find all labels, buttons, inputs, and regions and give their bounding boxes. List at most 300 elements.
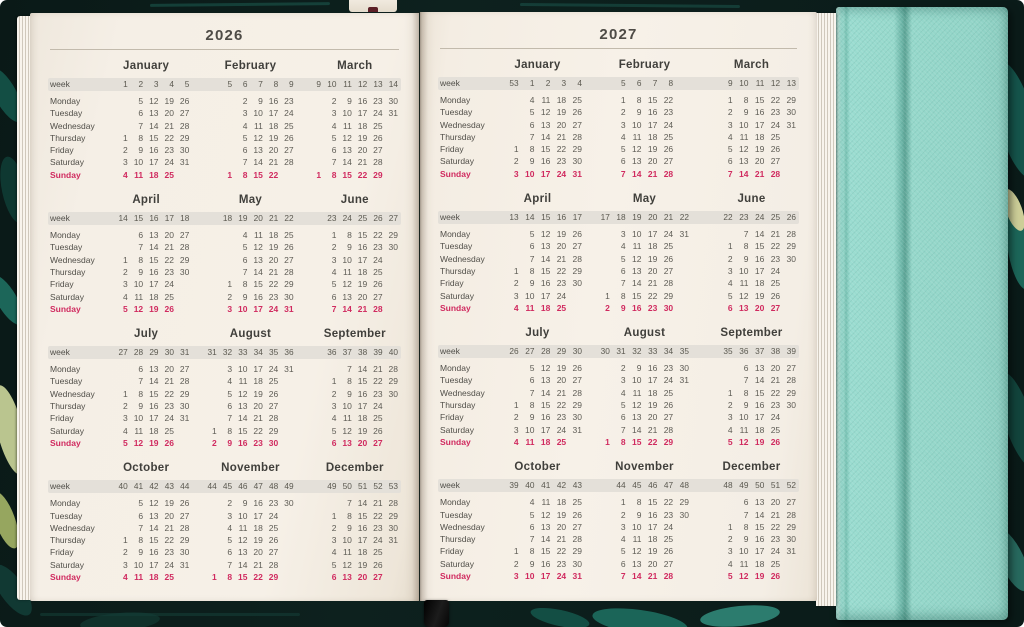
week-number-cell: 2 (545, 78, 551, 88)
day-cell: 4 (529, 497, 535, 508)
day-cell (676, 411, 692, 423)
day-cell: 27 (373, 145, 383, 156)
day-row (48, 241, 401, 253)
day-cell: 8 (138, 132, 144, 143)
day-cell (676, 143, 692, 155)
day-cell (220, 144, 235, 156)
day-cell: 30 (388, 242, 398, 253)
week-number-cell: 36 (739, 346, 749, 357)
day-row (48, 522, 401, 534)
day-cell: 25 (663, 534, 674, 545)
week-number-cell: 4 (577, 78, 582, 88)
day-cell: 25 (164, 169, 174, 180)
day-cell: 21 (164, 242, 174, 253)
day-cell: 10 (525, 424, 535, 435)
page-edge-stack-right (816, 13, 836, 606)
day-cell: 28 (786, 229, 796, 240)
month-day-numbers (204, 229, 296, 241)
day-cell: 19 (149, 303, 159, 314)
month-day-numbers (100, 107, 192, 119)
day-cell: 2 (331, 96, 337, 106)
month-day-numbers (100, 571, 192, 583)
day-cell (177, 291, 192, 303)
day-cell: 24 (556, 571, 567, 582)
day-cell: 30 (679, 363, 689, 374)
day-cell: 16 (754, 534, 765, 545)
day-cell: 4 (620, 534, 626, 545)
day-cell (506, 387, 522, 399)
weekday-label: Sunday (50, 303, 81, 314)
day-cell (204, 522, 219, 534)
day-cell: 20 (770, 363, 781, 374)
day-cell: 22 (556, 400, 567, 411)
day-cell: 18 (556, 95, 567, 105)
day-cell: 24 (373, 108, 383, 119)
day-cell: 11 (541, 497, 551, 508)
day-cell: 31 (284, 303, 294, 314)
day-cell: 15 (253, 169, 263, 180)
week-number-cell: 24 (755, 212, 765, 223)
quarter-row (438, 58, 799, 180)
month-day-numbers (490, 155, 585, 167)
month-day-numbers (100, 546, 192, 558)
month-day-numbers (309, 546, 401, 558)
day-cell (386, 437, 401, 449)
day-cell: 30 (179, 145, 190, 156)
weekday-label: Sunday (50, 437, 81, 448)
day-cell (704, 106, 720, 118)
day-cell (676, 399, 692, 411)
week-label: week (440, 480, 460, 491)
week-number-cell: 31 (616, 346, 626, 357)
month-title: July (525, 327, 550, 340)
day-row (438, 302, 799, 314)
day-cell: 4 (727, 558, 733, 569)
month-day-numbers (100, 388, 192, 400)
day-cell (676, 436, 692, 448)
day-cell (569, 302, 585, 314)
month-week-numbers (597, 77, 692, 90)
month-day-numbers (100, 412, 192, 424)
day-cell: 28 (373, 157, 383, 168)
day-cell: 7 (347, 364, 352, 375)
day-cell: 8 (743, 241, 749, 252)
day-cell: 31 (179, 413, 190, 424)
day-cell: 7 (227, 413, 233, 424)
month-day-numbers (204, 497, 296, 509)
month-day-numbers (704, 228, 799, 240)
day-cell: 18 (268, 120, 279, 131)
week-number-cell: 40 (118, 481, 128, 492)
day-cell (506, 533, 522, 545)
day-cell (204, 534, 219, 546)
day-cell: 27 (373, 291, 383, 302)
day-cell (100, 497, 115, 509)
weekday-label: Wednesday (440, 119, 485, 130)
day-cell: 5 (529, 107, 535, 118)
day-cell: 17 (540, 571, 551, 582)
weekday-label: Friday (50, 145, 74, 156)
day-cell: 29 (179, 254, 190, 265)
day-cell: 4 (123, 425, 128, 436)
weekday-label: Sunday (50, 572, 81, 583)
day-cell: 31 (786, 119, 796, 130)
day-cell: 15 (238, 572, 248, 583)
day-cell: 22 (373, 230, 383, 241)
day-cell: 11 (541, 95, 551, 105)
day-cell: 15 (149, 132, 159, 143)
month-day-numbers (100, 132, 192, 144)
day-cell: 14 (149, 522, 159, 533)
month-day-numbers (100, 266, 192, 278)
day-cell (100, 522, 115, 534)
day-cell: 1 (727, 95, 733, 105)
day-cell: 7 (347, 498, 352, 509)
day-cell (309, 510, 324, 522)
weekday-label: Saturday (50, 291, 85, 302)
day-row (48, 266, 401, 278)
month-week-numbers (490, 345, 585, 358)
month-week-numbers (597, 345, 692, 358)
day-row (48, 132, 401, 144)
week-number-cell: 50 (755, 480, 765, 491)
day-row (438, 119, 799, 131)
day-cell: 26 (572, 509, 582, 520)
day-cell: 14 (754, 509, 765, 520)
day-cell: 14 (253, 266, 263, 277)
week-number-cell: 3 (153, 79, 159, 89)
day-cell (704, 570, 720, 582)
week-number-cell: 40 (525, 480, 535, 491)
day-cell: 26 (663, 546, 674, 557)
day-cell: 21 (268, 266, 279, 277)
day-cell: 24 (663, 119, 674, 130)
day-cell: 29 (572, 265, 582, 276)
weekday-label: Thursday (440, 131, 476, 142)
day-cell: 26 (373, 559, 383, 570)
month-title: June (340, 194, 369, 207)
day-cell (506, 94, 522, 106)
day-cell: 12 (238, 388, 248, 399)
day-cell: 9 (636, 509, 642, 520)
day-cell: 11 (238, 376, 248, 387)
day-cell: 24 (556, 290, 567, 301)
day-cell: 10 (342, 535, 352, 546)
day-cell: 19 (647, 253, 658, 264)
day-cell: 25 (663, 131, 674, 142)
day-cell (569, 436, 585, 448)
month-day-numbers (309, 437, 401, 449)
day-cell: 21 (253, 413, 263, 424)
week-number-cell: 43 (572, 480, 582, 491)
day-cell (704, 119, 720, 131)
day-cell (783, 265, 799, 277)
weekday-label: Sunday (50, 169, 81, 180)
day-cell (309, 388, 324, 400)
day-cell: 24 (268, 364, 279, 375)
day-cell: 20 (754, 302, 765, 313)
day-cell: 5 (620, 546, 626, 557)
day-cell: 27 (663, 412, 674, 423)
day-row (438, 106, 799, 118)
day-cell: 30 (284, 498, 294, 509)
week-number-cell: 22 (284, 213, 294, 224)
day-cell: 25 (556, 302, 567, 313)
day-cell: 11 (343, 266, 352, 277)
day-cell: 3 (331, 254, 337, 265)
day-cell: 7 (138, 376, 144, 387)
day-cell (676, 119, 692, 131)
day-cell: 24 (373, 254, 383, 265)
day-cell: 2 (513, 156, 519, 167)
day-cell (386, 571, 401, 583)
day-cell (704, 374, 720, 386)
day-cell (177, 571, 192, 583)
day-cell: 4 (727, 278, 733, 289)
day-cell: 13 (149, 230, 159, 241)
day-cell: 6 (529, 375, 535, 386)
day-cell: 31 (179, 157, 190, 168)
month-day-numbers (309, 95, 401, 107)
week-number-cell: 21 (663, 212, 674, 223)
day-cell: 26 (373, 425, 383, 436)
month-day-numbers (100, 375, 192, 387)
year-title-rule (440, 48, 797, 49)
day-cell: 1 (513, 400, 519, 411)
day-cell: 10 (739, 546, 749, 557)
day-cell: 5 (727, 436, 733, 447)
day-cell: 2 (513, 558, 519, 569)
month-title: July (134, 328, 159, 341)
day-cell: 4 (513, 436, 519, 447)
week-number-cell: 36 (327, 347, 337, 358)
week-number-cell: 15 (541, 212, 551, 223)
day-cell: 3 (727, 546, 733, 557)
day-cell (100, 229, 115, 241)
day-cell (281, 375, 296, 387)
day-cell: 6 (138, 108, 144, 119)
day-row (438, 521, 799, 533)
week-label: week (440, 212, 460, 223)
day-cell: 17 (149, 279, 159, 290)
day-cell: 22 (253, 425, 263, 436)
day-cell: 22 (770, 241, 781, 252)
day-cell: 2 (242, 96, 248, 106)
day-cell: 20 (253, 401, 263, 412)
day-row (438, 253, 799, 265)
day-cell: 20 (556, 375, 567, 386)
day-cell: 3 (123, 279, 128, 290)
day-cell: 18 (754, 131, 765, 142)
day-cell (490, 94, 506, 106)
month-week-numbers (490, 77, 585, 90)
week-number-cell: 9 (316, 79, 322, 89)
day-cell: 8 (636, 95, 642, 105)
day-cell (309, 559, 324, 571)
page-edge-stack-left (17, 16, 30, 600)
day-cell: 12 (342, 132, 352, 143)
day-cell: 22 (164, 254, 174, 265)
day-cell: 25 (556, 436, 567, 447)
day-cell (309, 363, 324, 375)
day-cell: 2 (620, 107, 626, 118)
day-cell: 21 (253, 559, 263, 570)
month-day-numbers (490, 302, 585, 314)
month-week-numbers (309, 480, 401, 493)
month-day-numbers (597, 533, 692, 545)
day-cell: 9 (529, 558, 535, 569)
day-cell (490, 290, 506, 302)
day-cell: 30 (786, 534, 796, 545)
month-day-numbers (597, 143, 692, 155)
day-cell (100, 107, 115, 119)
day-cell: 24 (164, 559, 174, 570)
day-cell: 26 (663, 253, 674, 264)
day-row (438, 424, 799, 436)
month-day-numbers (309, 132, 401, 144)
week-number-cell: 6 (242, 79, 248, 89)
week-number-band (48, 78, 401, 91)
day-cell (676, 265, 692, 277)
day-cell: 24 (284, 108, 294, 119)
week-number-cell: 5 (184, 79, 190, 89)
day-cell: 17 (253, 364, 263, 375)
day-row (438, 228, 799, 240)
month-day-numbers (490, 94, 585, 106)
day-cell: 10 (632, 375, 642, 386)
day-cell: 27 (572, 119, 582, 130)
day-cell: 25 (373, 413, 383, 424)
day-cell: 1 (513, 265, 519, 276)
week-number-cell (490, 77, 506, 90)
day-cell: 1 (227, 169, 233, 180)
month-day-numbers (309, 120, 401, 132)
day-cell (204, 497, 219, 509)
day-cell: 22 (164, 132, 174, 143)
day-cell: 9 (743, 400, 749, 411)
day-cell: 4 (331, 120, 337, 131)
day-cell: 30 (179, 401, 190, 412)
day-cell (281, 559, 296, 571)
day-cell: 7 (529, 253, 535, 264)
calendar-grid-2027 (438, 58, 799, 582)
day-cell (490, 106, 506, 118)
day-cell: 28 (663, 571, 674, 582)
day-cell (676, 521, 692, 533)
month-day-numbers (100, 241, 192, 253)
day-cell: 28 (268, 413, 279, 424)
day-cell (309, 144, 324, 156)
day-cell (115, 107, 130, 119)
weekday-label: Saturday (440, 424, 475, 435)
day-cell: 12 (133, 303, 144, 314)
day-cell (506, 362, 522, 374)
month-day-numbers (100, 425, 192, 437)
week-number-cell: 12 (770, 78, 781, 88)
day-cell: 19 (164, 498, 174, 509)
week-number-cell: 45 (222, 481, 233, 492)
day-cell (309, 412, 324, 424)
week-number-cell: 35 (723, 346, 733, 357)
day-row (438, 545, 799, 557)
day-cell: 6 (331, 145, 337, 156)
day-cell: 14 (342, 303, 352, 314)
day-cell: 23 (770, 534, 781, 545)
month-day-numbers (100, 497, 192, 509)
day-cell: 16 (357, 388, 368, 399)
day-cell (177, 437, 192, 449)
day-cell (281, 400, 296, 412)
weekday-label: Tuesday (50, 510, 83, 521)
month-day-numbers (100, 400, 192, 412)
day-cell: 23 (770, 400, 781, 411)
day-cell: 12 (342, 425, 352, 436)
month-day-numbers (309, 510, 401, 522)
week-number-cell: 1 (529, 78, 535, 88)
day-row (48, 169, 401, 181)
day-cell (386, 278, 401, 290)
month-day-numbers (204, 95, 296, 107)
month-day-numbers (704, 106, 799, 118)
day-cell (597, 277, 613, 289)
day-cell (204, 241, 219, 253)
day-cell: 23 (164, 145, 174, 156)
day-cell: 6 (727, 156, 733, 167)
day-cell: 17 (149, 157, 159, 168)
month-title-row (438, 460, 799, 475)
day-cell: 3 (123, 157, 128, 168)
day-cell: 25 (770, 558, 781, 569)
week-number-cell: 42 (556, 480, 567, 491)
day-cell (204, 169, 219, 181)
day-row (438, 155, 799, 167)
day-cell: 16 (540, 278, 551, 289)
day-cell (506, 509, 522, 521)
month-day-numbers (100, 278, 192, 290)
month-title: January (514, 59, 561, 71)
day-cell: 8 (138, 388, 144, 399)
day-cell (597, 119, 613, 131)
day-cell: 14 (342, 157, 352, 168)
day-cell: 10 (253, 108, 263, 119)
day-cell: 21 (373, 364, 383, 375)
day-row (438, 94, 799, 106)
month-day-numbers (204, 120, 296, 132)
day-cell: 18 (357, 413, 368, 424)
day-cell (309, 107, 324, 119)
day-cell: 10 (238, 364, 248, 375)
day-cell (490, 253, 506, 265)
day-cell: 11 (632, 131, 642, 142)
day-cell: 8 (743, 95, 749, 105)
day-cell: 28 (284, 266, 294, 277)
day-cell (720, 496, 736, 508)
day-cell (204, 363, 219, 375)
day-cell: 21 (770, 509, 781, 520)
day-cell (309, 132, 324, 144)
day-cell: 10 (133, 413, 144, 424)
day-cell (386, 132, 401, 144)
day-cell: 28 (179, 522, 190, 533)
day-cell: 9 (636, 363, 642, 374)
month-day-numbers (597, 387, 692, 399)
day-cell: 21 (770, 229, 781, 240)
day-cell: 18 (149, 425, 159, 436)
day-cell: 27 (179, 364, 190, 375)
month-day-numbers (309, 144, 401, 156)
month-day-numbers (597, 545, 692, 557)
week-number-cell (597, 479, 613, 492)
